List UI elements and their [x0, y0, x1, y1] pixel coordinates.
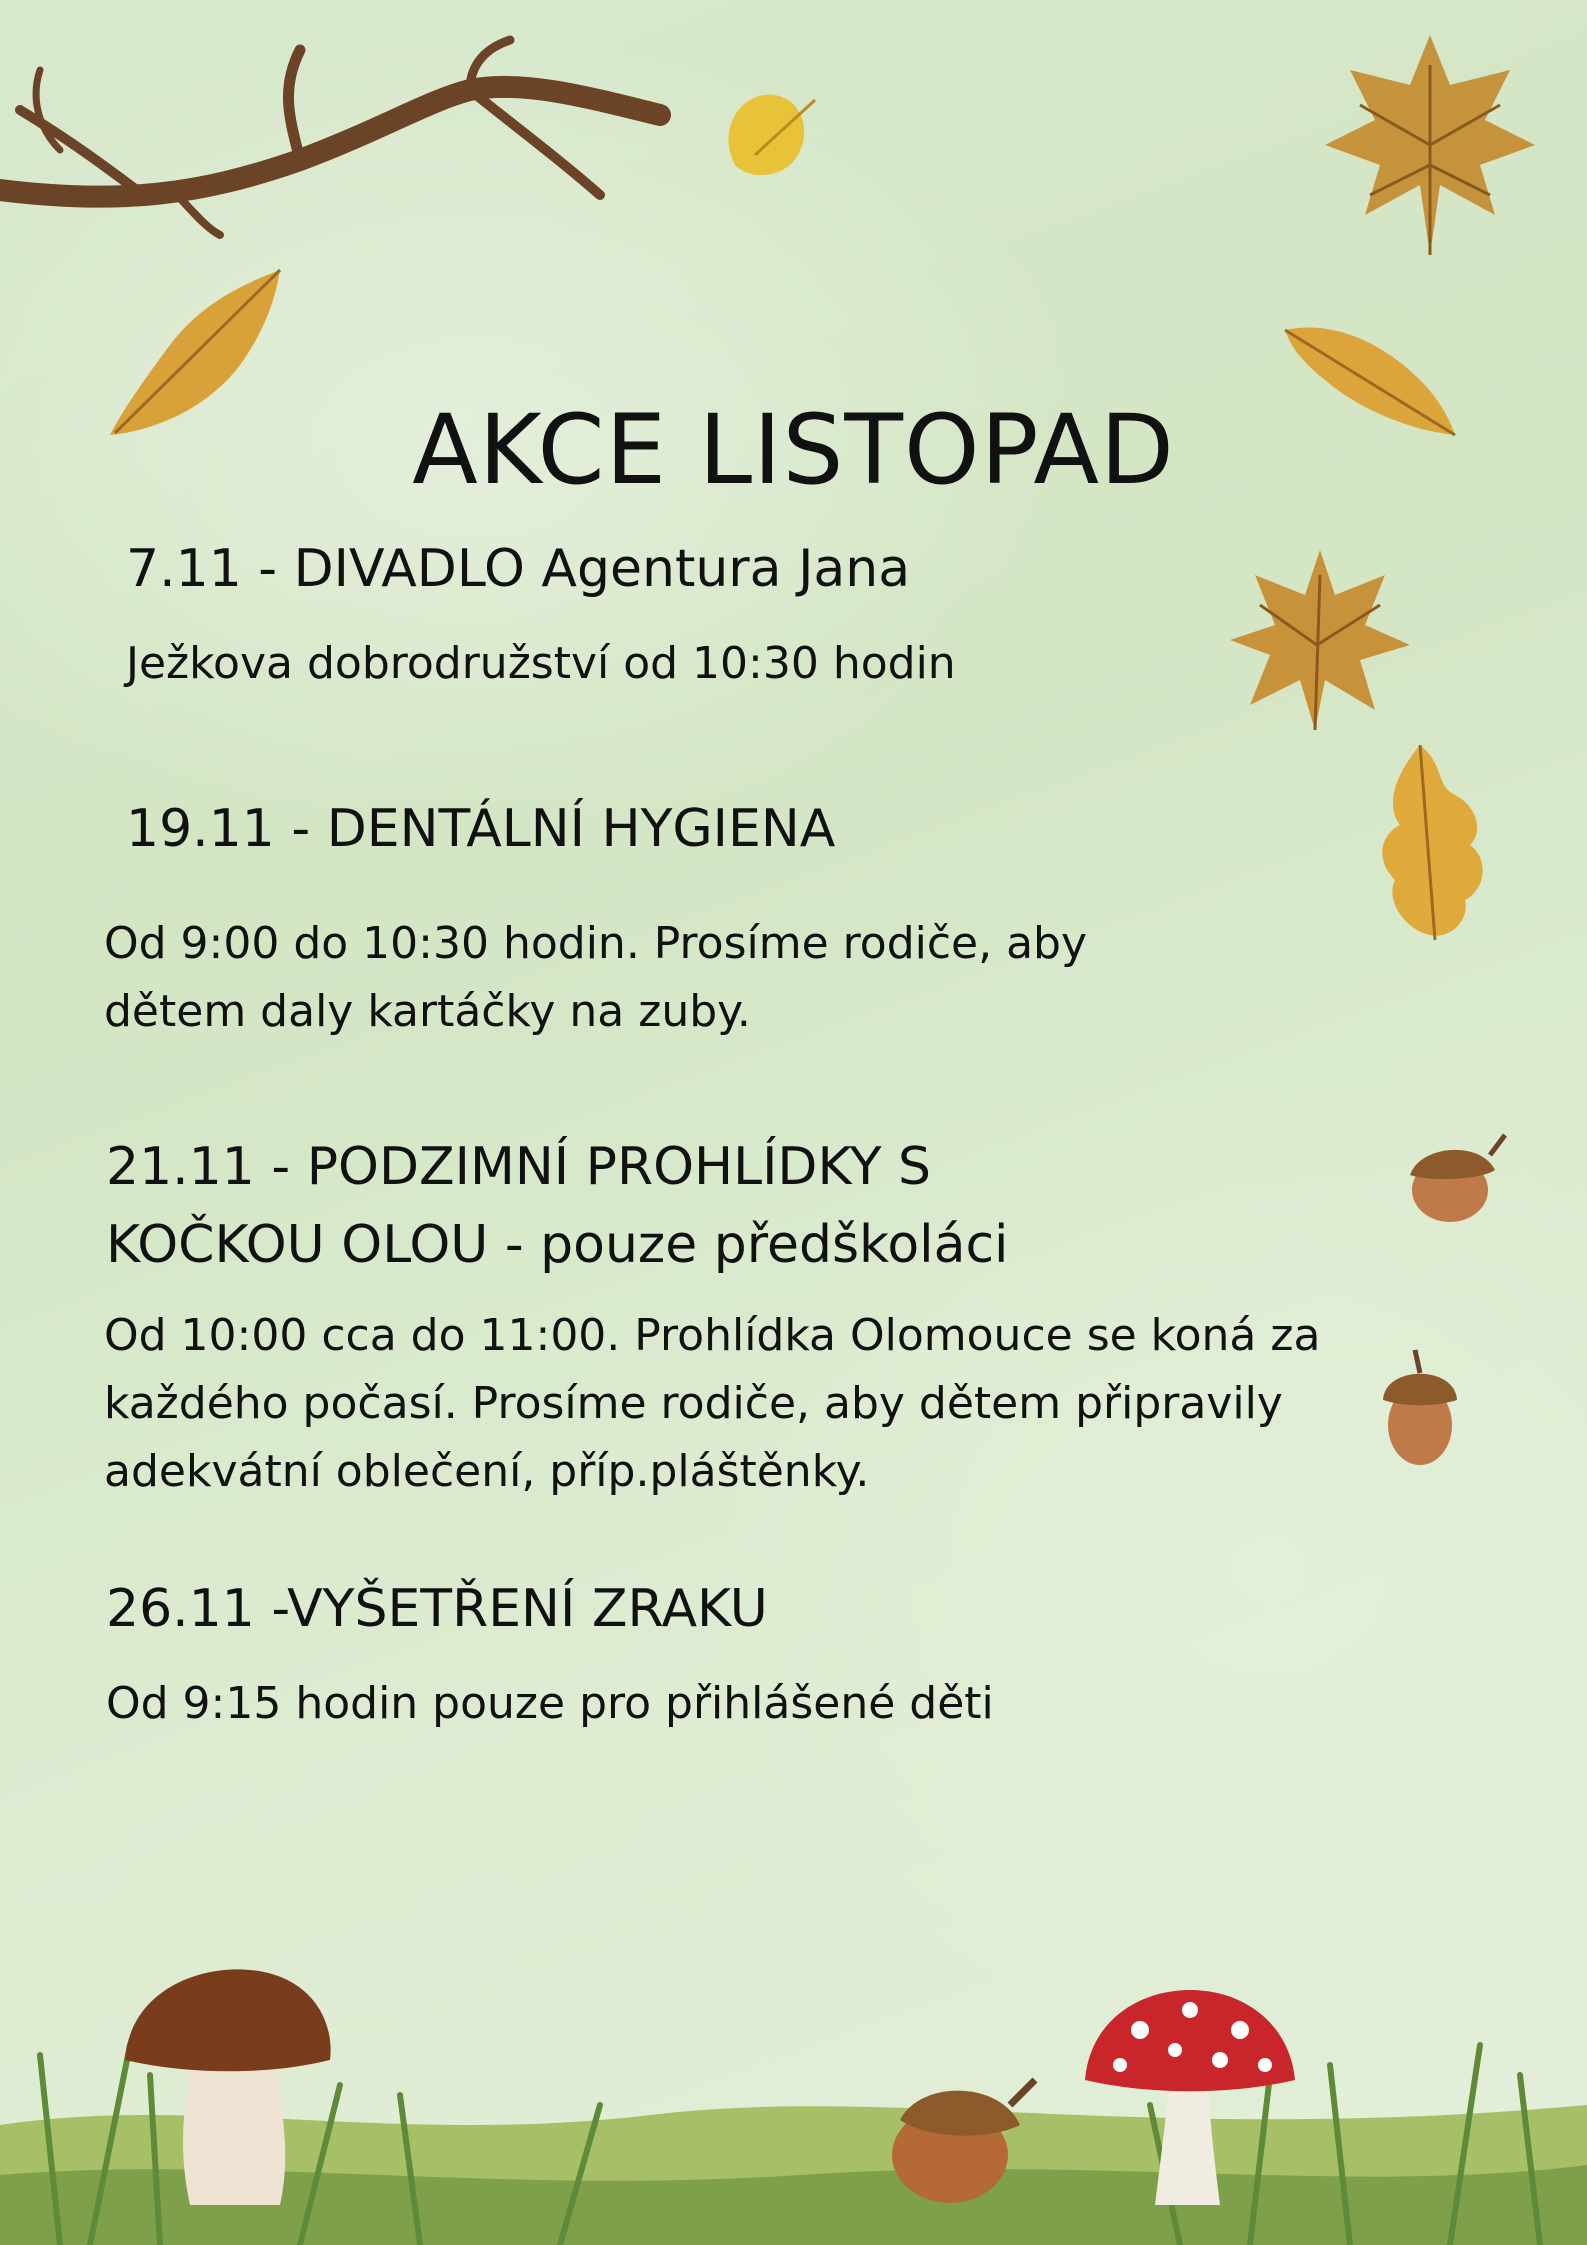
event-1-text: Ježkova dobrodružství od 10:30 hodin	[126, 638, 956, 689]
event-2-heading: 19.11 - DENTÁLNÍ HYGIENA	[126, 799, 836, 859]
leaf-icon	[1375, 740, 1495, 945]
event-3-text-line-2: každého počasí. Prosíme rodiče, aby dětem připravily	[104, 1378, 1283, 1429]
mushroom-icon	[120, 1960, 340, 2210]
event-3-heading-line-1: 21.11 - PODZIMNÍ PROHLÍDKY S	[106, 1137, 932, 1197]
page-title: AKCE LISTOPAD	[412, 394, 1175, 507]
leaf-icon	[1320, 25, 1540, 265]
leaf-icon	[1225, 545, 1415, 735]
event-2-text-line-1: Od 9:00 do 10:30 hodin. Prosíme rodiče, aby	[104, 918, 1088, 969]
event-3-text-line-3: adekvátní oblečení, příp.pláštěnky.	[104, 1446, 870, 1497]
event-1-heading: 7.11 - DIVADLO Agentura Jana	[126, 539, 911, 599]
mushroom-icon	[1080, 1985, 1300, 2210]
event-2-text-line-2: dětem daly kartáčky na zuby.	[104, 986, 751, 1037]
event-3-heading-line-2: KOČKOU OLOU - pouze předškoláci	[106, 1215, 1009, 1275]
event-3-text-line-1: Od 10:00 cca do 11:00. Prohlídka Olomouce se koná za	[104, 1310, 1321, 1361]
leaf-icon	[715, 85, 825, 180]
event-4-text: Od 9:15 hodin pouze pro přihlášené děti	[106, 1678, 994, 1729]
acorn-icon	[880, 2070, 1040, 2210]
event-4-heading: 26.11 -VYŠETŘENÍ ZRAKU	[106, 1579, 768, 1639]
acorn-icon	[1400, 1130, 1510, 1230]
acorn-icon	[1375, 1345, 1465, 1470]
branch-icon	[0, 20, 690, 250]
